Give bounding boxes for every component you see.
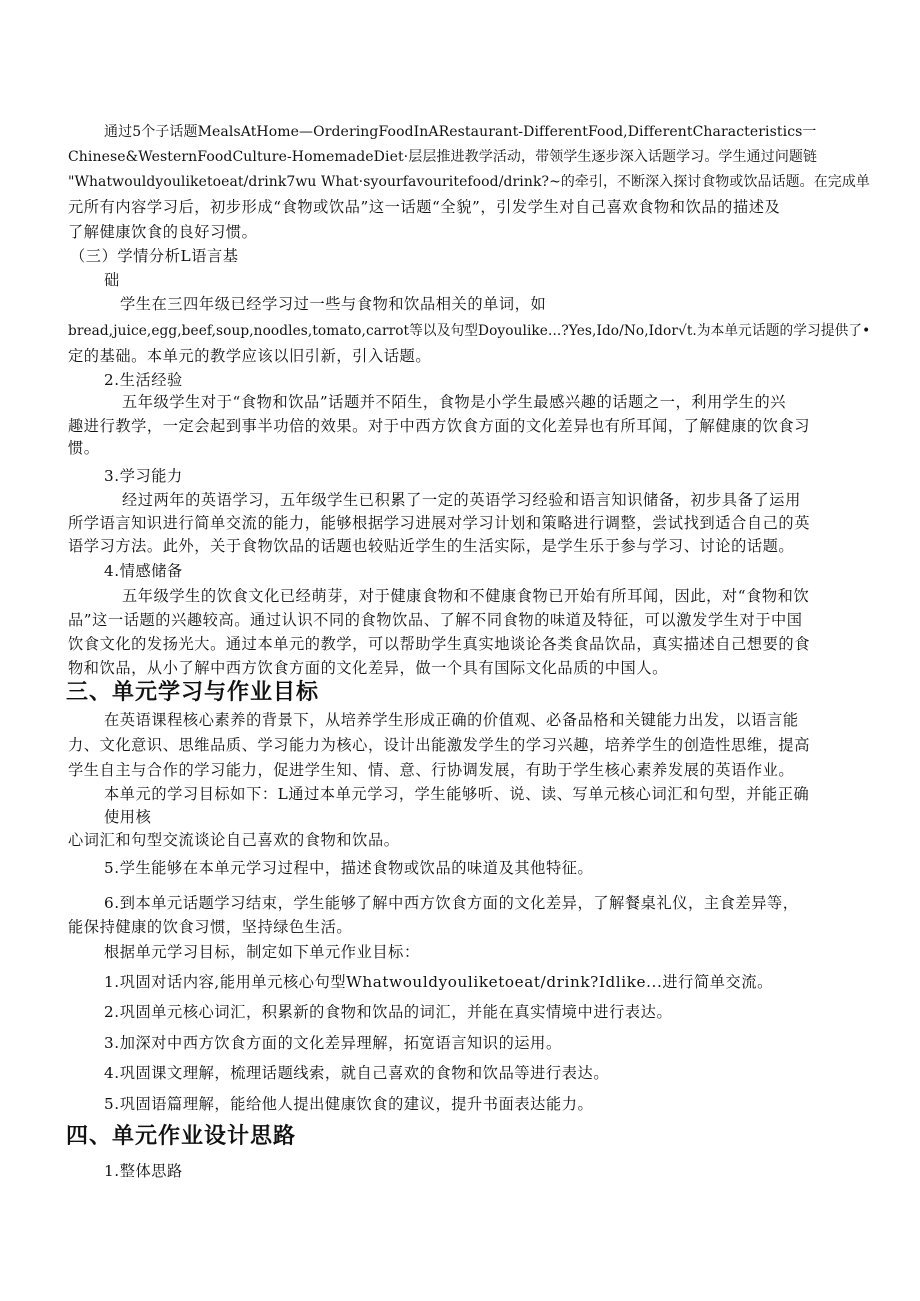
section-3-para-line-1: 在英语课程核心素养的背景下，从培养学生形成正确的价值观、必备品格和关键能力出发，以语言能 — [104, 711, 799, 729]
section-3-para-line-3: 学生自主与合作的学习能力，促进学生知、情、意、行协调发展，有助于学生核心素养发展的英语作业。 — [68, 761, 795, 779]
emotion-heading: 4.情感储备 — [104, 562, 183, 580]
homework-goal-4: 4.巩固课文理解，梳理话题线索，就自己喜欢的食物和饮品等进行表达。 — [104, 1064, 610, 1082]
intro-line-1: 通过5个子话题MealsAtHome—OrderingFoodInARestaurant-DifferentFood,DifferentCharacteristics一 — [104, 124, 817, 140]
ability-heading: 3.学习能力 — [104, 467, 183, 485]
emotion-line-3: 饮食文化的发扬光大。通过本单元的教学，可以帮助学生真实地谈论各类食品饮品，真实描述自己想要的食 — [68, 635, 811, 653]
goal-5: 5.学生能够在本单元学习过程中，描述食物或饮品的味道及其他特征。 — [104, 859, 594, 877]
section-3-para-line-2: 力、文化意识、思维品质、学习能力为核心，设计出能激发学生的学习兴趣，培养学生的创造性思维，提高 — [68, 736, 811, 754]
life-heading: 2.生活经验 — [104, 371, 183, 389]
goal-6-line-2: 能保持健康的饮食习惯，坚持绿色生活。 — [68, 918, 353, 936]
emotion-line-2: 品”这一话题的兴趣较高。通过认识不同的食物饮品、了解不同食物的味道及特征，可以激发学生对于中国 — [68, 611, 803, 629]
section-3-heading: 三、单元学习与作业目标 — [66, 680, 320, 705]
section-4-item-1: 1.整体思路 — [104, 1162, 183, 1180]
homework-goal-3: 3.加深对中西方饮食方面的文化差异理解，拓宽语言知识的运用。 — [104, 1034, 562, 1052]
emotion-line-1: 五年级学生的饮食文化已经萌芽，对于健康食物和不健康食物已开始有所耳闻，因此，对“食物和饮 — [122, 587, 810, 605]
language-line-1: 学生在三四年级已经学习过一些与食物和饮品相关的单词，如 — [120, 295, 547, 313]
intro-line-5: 了解健康饮食的良好习惯。 — [68, 223, 258, 241]
life-line-2: 趣进行教学，一定会起到事半功倍的效果。对于中西方饮食方面的文化差异也有所耳闻，了解健康的饮食习 — [68, 417, 811, 435]
goals-line-3: 心词汇和句型交流谈论自己喜欢的食物和饮品。 — [68, 831, 400, 849]
homework-goal-2: 2.巩固单元核心词汇，积累新的食物和饮品的词汇，并能在真实情境中进行表达。 — [104, 1003, 673, 1021]
analysis-heading: （三）学情分析L语言基 — [70, 247, 239, 265]
language-line-2: bread,juice,egg,beef,soup,noodles,tomato,carrot等以及句型Doyoulike...?Yes,Ido/No,Idor√t.为本单元话题的学习提供了• — [68, 323, 871, 339]
homework-goal-5: 5.巩固语篇理解，能给他人提出健康饮食的建议，提升书面表达能力。 — [104, 1095, 594, 1113]
intro-line-2: Chinese&WesternFoodCulture-HomemadeDiet·层层推进教学活动，带领学生逐步深入话题学习。学生通过问题链 — [68, 149, 818, 165]
intro-line-3: "Whatwouldyouliketoeat/drink7wu What·syourfavouritefood/drink?~的牵引，不断深入探讨食物或饮品话题。在完成单 — [68, 174, 870, 190]
analysis-heading-cont: 础 — [104, 271, 120, 289]
emotion-line-4: 物和饮品，从小了解中西方饮食方面的文化差异，做一个具有国际文化品质的中国人。 — [68, 659, 668, 677]
goal-6-line-1: 6.到本单元话题学习结束，学生能够了解中西方饮食方面的文化差异，了解餐桌礼仪，主食差异等， — [104, 894, 799, 912]
ability-line-2: 所学语言知识进行简单交流的能力，能够根据学习进展对学习计划和策略进行调整，尝试找到适合自己的英 — [68, 514, 811, 532]
goals-line-2: 使用核 — [104, 808, 152, 826]
section-4-heading: 四、单元作业设计思路 — [66, 1124, 297, 1149]
homework-goal-1: 1.巩固对话内容,能用单元核心句型Whatwouldyouliketoeat/drink?Idlike...进行简单交流。 — [104, 973, 773, 991]
ability-line-1: 经过两年的英语学习，五年级学生已积累了一定的英语学习经验和语言知识储备，初步具备了运用 — [122, 491, 801, 509]
goals-line-1: 本单元的学习目标如下：L通过本单元学习，学生能够听、说、读、写单元核心词汇和句型，并能正确 — [104, 785, 810, 803]
intro-line-4: 元所有内容学习后，初步形成“食物或饮品”这一话题“全貌”，引发学生对自己喜欢食物和饮品的描述及 — [68, 198, 781, 216]
ability-line-3: 语学习方法。此外，关于食物饮品的话题也较贴近学生的生活实际，是学生乐于参与学习、讨论的话题。 — [68, 537, 795, 555]
language-line-3: 定的基础。本单元的教学应该以旧引新，引入话题。 — [68, 347, 432, 365]
life-line-1: 五年级学生对于“食物和饮品”话题并不陌生，食物是小学生最感兴趣的话题之一，利用学生的兴 — [122, 393, 787, 411]
life-line-3: 惯。 — [68, 439, 100, 457]
homework-goals-intro: 根据单元学习目标，制定如下单元作业目标： — [104, 943, 420, 961]
